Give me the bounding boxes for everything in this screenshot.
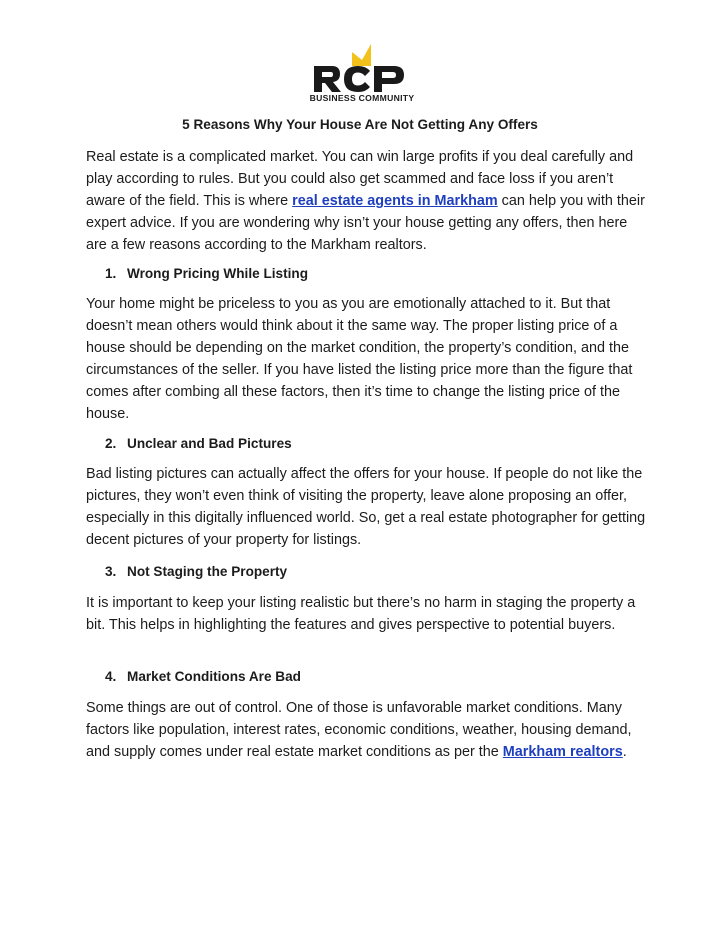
section-heading-text: Unclear and Bad Pictures [127, 436, 292, 451]
section-heading-text: Market Conditions Are Bad [127, 669, 301, 684]
section-heading-1 [105, 265, 308, 283]
logo-letter-c [344, 66, 370, 92]
section-number: 4. [105, 669, 117, 684]
section-heading-text: Not Staging the Property [127, 564, 288, 579]
section-4-text-after-link: . [622, 744, 627, 760]
rcp-logo [300, 40, 424, 106]
section-body-1: Your home might be priceless to you as you are emotionally attached to it. But that doesn’t mean others would think about it the same way. The proper listing price of a house should be depending on the market condition, the property’s condition, and the circumstances of the seller. If you have listed the listing price more than the figure that comes after combing all these factors, then it’s time to change the listing price of the house. [86, 296, 633, 422]
logo-subtitle: BUSINESS COMMUNITY [309, 93, 415, 103]
intro-text-after-link: can help you with their expert advice. If you are wondering why isn’t your house getting any offers, then here are a few reasons according to the Markham realtors. [86, 193, 645, 253]
document-title: 5 Reasons Why Your House Are Not Getting Any Offers [182, 117, 538, 132]
section-body-3: It is important to keep your listing realistic but there’s no harm in staging the property a bit. This helps in highlighting the features and gives perspective to potential buyers. [86, 595, 636, 633]
section-number: 2. [105, 436, 117, 451]
section-heading-2 [105, 435, 292, 453]
intro-paragraph [86, 146, 646, 256]
section-number: 3. [105, 564, 117, 579]
rcp-logo-mark [300, 40, 424, 98]
logo-accent-shape [352, 44, 371, 66]
logo-letter-p [374, 66, 404, 92]
real-estate-agents-link[interactable]: real estate agents in Markham [292, 193, 498, 209]
section-body-4 [86, 697, 646, 763]
section-body-2: Bad listing pictures can actually affect the offers for your house. If people do not like the pictures, they won’t even think of visiting the property, leave alone proposing an offer, especially in this digitally influenced world. So, get a real estate photographer for getting decent pictures of your property for listings. [86, 466, 646, 548]
intro-text-before-link: Real estate is a complicated market. You can win large profits if you deal carefully and play according to rules. But you could also get scammed and face loss if you aren’t aware of the field. This is where [86, 149, 634, 209]
markham-realtors-link[interactable]: Markham realtors [502, 744, 623, 760]
section-heading-text: Wrong Pricing While Listing [127, 266, 308, 281]
section-heading-4 [105, 668, 301, 686]
section-4-text-before-link: Some things are out of control. One of those is unfavorable market conditions. Many factors like population, interest rates, economic conditions, weather, housing demand, and supply comes under real estate market conditions as per the [86, 700, 632, 760]
logo-letter-r [314, 66, 341, 92]
section-heading-3 [105, 563, 287, 581]
section-number: 1. [105, 266, 117, 281]
